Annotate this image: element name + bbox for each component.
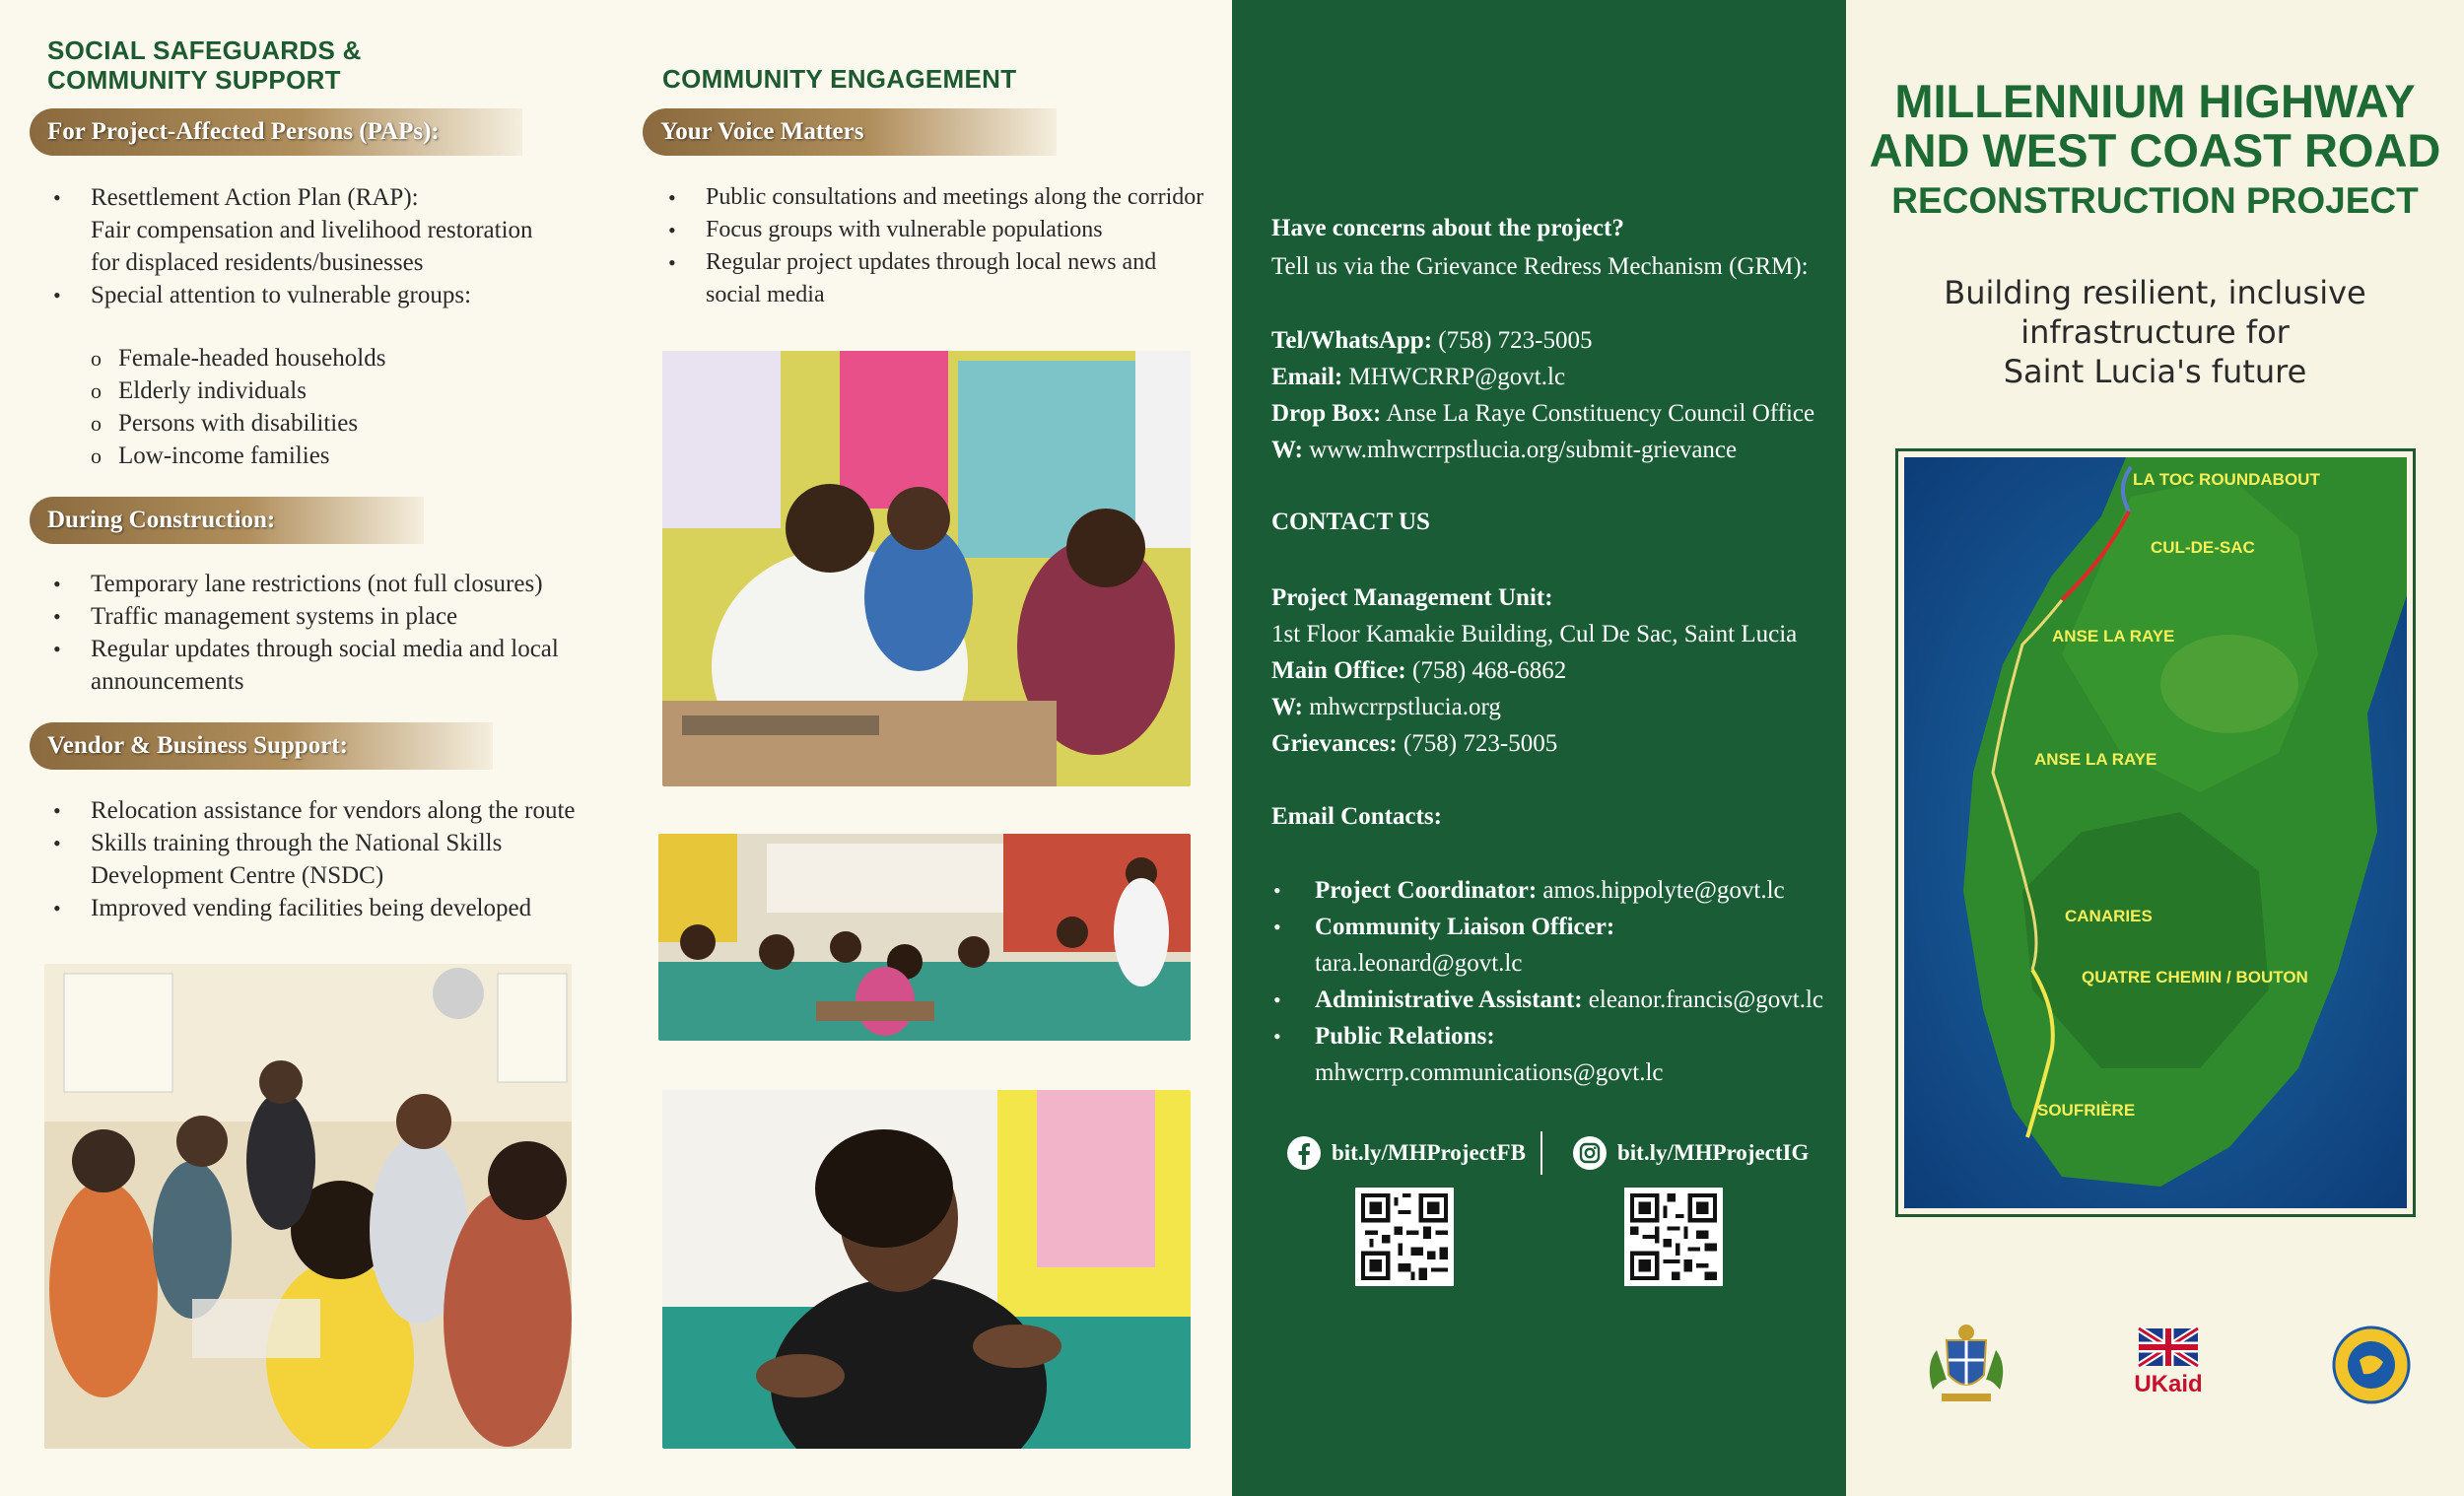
cover-panel bbox=[1846, 0, 2464, 1496]
community-circle-photo bbox=[44, 964, 572, 1449]
list-item-text: Special attention to vulnerable groups: bbox=[91, 282, 472, 308]
grievances-phone[interactable]: (758) 723-5005 bbox=[1403, 730, 1558, 757]
list-item: • Improved vending facilities being developed bbox=[47, 892, 609, 924]
email-line bbox=[1271, 359, 1565, 395]
consultation-meeting-photo bbox=[662, 351, 1191, 786]
map-label-canaries: CANARIES bbox=[2065, 907, 2153, 925]
pmu-address: 1st Floor Kamakie Building, Cul De Sac, Saint Lucia bbox=[1271, 621, 1798, 647]
title-line: COMMUNITY SUPPORT bbox=[47, 65, 341, 95]
dropbox-value: Anse La Raye Constituency Council Office bbox=[1386, 400, 1815, 427]
title-line: AND WEST COAST ROAD bbox=[1869, 124, 2441, 176]
caribbean-development-bank-logo bbox=[2322, 1321, 2421, 1409]
list-item: • Regular updates through social media and local bbox=[47, 633, 609, 665]
map-label-anse-la-raye-1: ANSE LA RAYE bbox=[2052, 627, 2175, 646]
list-item: o Persons with disabilities bbox=[91, 407, 385, 440]
office-phone[interactable]: (758) 468-6862 bbox=[1412, 657, 1567, 684]
list-item: • Relocation assistance for vendors along the route bbox=[47, 794, 609, 827]
instagram-link[interactable] bbox=[1572, 1135, 1809, 1171]
saint-lucia-coat-of-arms-icon bbox=[1917, 1321, 2016, 1409]
facebook-url: bit.ly/MHProjectFB bbox=[1332, 1140, 1526, 1165]
pmu-label: Project Management Unit: bbox=[1271, 584, 1553, 611]
grievance-web-line bbox=[1271, 432, 1737, 468]
vendor-list bbox=[47, 794, 609, 924]
list-item: o Female-headed households bbox=[91, 342, 385, 374]
tagline bbox=[1846, 273, 2464, 391]
tagline-line: infrastructure for bbox=[2020, 313, 2290, 351]
grievances-label: Grievances: bbox=[1271, 730, 1398, 757]
admin-label: Administrative Assistant: bbox=[1315, 986, 1583, 1013]
list-item bbox=[1271, 982, 1823, 1018]
list-item-continuation: social media bbox=[706, 282, 825, 307]
social-safeguards-title bbox=[47, 35, 362, 95]
list-item: • Temporary lane restrictions (not full closures) bbox=[47, 568, 609, 600]
list-item bbox=[47, 181, 599, 214]
pr-email[interactable]: mhwcrrp.communications@govt.lc bbox=[1315, 1059, 1664, 1086]
web-label: W: bbox=[1271, 437, 1303, 463]
contact-panel bbox=[1232, 0, 1846, 1496]
map-label-anse-la-raye-2: ANSE LA RAYE bbox=[2034, 750, 2157, 769]
vulnerable-groups-list bbox=[91, 342, 385, 472]
paps-list bbox=[47, 181, 599, 311]
speaker-photo bbox=[662, 1090, 1191, 1449]
liaison-email[interactable]: tara.leonard@govt.lc bbox=[1315, 950, 1523, 977]
pmu-label-line bbox=[1271, 579, 1553, 616]
grievances-line bbox=[1271, 725, 1557, 762]
route-map bbox=[1895, 448, 2416, 1217]
tel-line bbox=[1271, 322, 1593, 359]
list-item: o Elderly individuals bbox=[91, 374, 385, 407]
construction-ribbon: During Construction: bbox=[30, 497, 424, 544]
instagram-url: bit.ly/MHProjectIG bbox=[1617, 1140, 1810, 1165]
map-label-soufriere: SOUFRIÈRE bbox=[2037, 1101, 2136, 1120]
list-item-text: Fair compensation and livelihood restoration bbox=[91, 217, 533, 243]
list-item bbox=[1271, 872, 1823, 909]
coordinator-label: Project Coordinator: bbox=[1315, 877, 1538, 904]
instagram-qr-code[interactable] bbox=[1624, 1188, 1723, 1286]
list-item bbox=[1271, 1018, 1823, 1054]
instagram-icon bbox=[1572, 1135, 1608, 1171]
divider bbox=[1540, 1131, 1542, 1175]
list-item-continuation bbox=[47, 214, 599, 246]
grievance-web-link[interactable]: www.mhwcrrpstlucia.org/submit-grievance bbox=[1309, 437, 1738, 463]
email-label: Email: bbox=[1271, 364, 1343, 390]
list-item-text: Resettlement Action Plan (RAP): bbox=[91, 184, 419, 211]
map-label-quatre-chemin: QUATRE CHEMIN / BOUTON bbox=[2082, 968, 2308, 986]
list-item-text: for displaced residents/businesses bbox=[91, 249, 424, 276]
classroom-meeting-photo bbox=[658, 834, 1191, 1041]
tagline-line: Building resilient, inclusive bbox=[1944, 274, 2366, 311]
email-contacts-heading: Email Contacts: bbox=[1271, 803, 1442, 830]
dropbox-line bbox=[1271, 395, 1814, 432]
list-item: • Traffic management systems in place bbox=[47, 600, 609, 633]
list-item-continuation: Development Centre (NSDC) bbox=[91, 862, 384, 889]
title-line: SOCIAL SAFEGUARDS & bbox=[47, 35, 362, 65]
vendor-ribbon: Vendor & Business Support: bbox=[30, 722, 493, 770]
web2-label: W: bbox=[1271, 694, 1303, 720]
contact-us-heading: CONTACT US bbox=[1271, 509, 1430, 535]
list-item-continuation: announcements bbox=[91, 668, 244, 695]
concerns-heading: Have concerns about the project? bbox=[1271, 215, 1624, 241]
project-title bbox=[1846, 77, 2464, 175]
list-item: • Focus groups with vulnerable populations bbox=[662, 214, 1224, 246]
map-label-la-toc: LA TOC ROUNDABOUT bbox=[2133, 470, 2320, 489]
tagline-line: Saint Lucia's future bbox=[2003, 353, 2307, 390]
office-label: Main Office: bbox=[1271, 657, 1406, 684]
social-safeguards-panel bbox=[0, 0, 616, 1496]
list-item: • Public consultations and meetings along the corridor bbox=[662, 181, 1224, 214]
pr-label: Public Relations: bbox=[1315, 1023, 1495, 1050]
project-subtitle: RECONSTRUCTION PROJECT bbox=[1891, 180, 2419, 221]
ukaid-logo bbox=[2119, 1321, 2218, 1409]
ukaid-text: UKaid bbox=[2134, 1371, 2203, 1397]
title-line: MILLENNIUM HIGHWAY bbox=[1894, 75, 2416, 127]
email-contacts-list bbox=[1271, 872, 1823, 1091]
main-office-line bbox=[1271, 652, 1566, 689]
liaison-label: Community Liaison Officer: bbox=[1315, 914, 1615, 940]
dropbox-label: Drop Box: bbox=[1271, 400, 1382, 427]
construction-list bbox=[47, 568, 609, 698]
email-link[interactable]: MHWCRRP@govt.lc bbox=[1348, 364, 1566, 390]
list-item: • Regular project updates through local news and bbox=[662, 246, 1224, 279]
tel-value[interactable]: (758) 723-5005 bbox=[1438, 327, 1593, 354]
map-label-cul-de-sac: CUL-DE-SAC bbox=[2151, 538, 2255, 557]
list-item-continuation bbox=[47, 246, 599, 279]
coordinator-email[interactable]: amos.hippolyte@govt.lc bbox=[1542, 877, 1785, 904]
community-engagement-title: COMMUNITY ENGAGEMENT bbox=[662, 64, 1017, 94]
list-item bbox=[47, 279, 599, 311]
facebook-qr-code[interactable] bbox=[1355, 1188, 1454, 1286]
list-item: o Low-income families bbox=[91, 440, 385, 472]
list-item bbox=[1271, 909, 1823, 945]
facebook-link[interactable] bbox=[1286, 1135, 1526, 1171]
list-item: • Skills training through the National Skills bbox=[47, 827, 609, 859]
list-item-continuation bbox=[1271, 1054, 1823, 1091]
paps-ribbon: For Project-Affected Persons (PAPs): bbox=[30, 108, 522, 156]
engagement-list bbox=[662, 181, 1224, 311]
tel-label: Tel/WhatsApp: bbox=[1271, 327, 1433, 354]
website-link[interactable]: mhwcrrpstlucia.org bbox=[1309, 694, 1501, 720]
facebook-icon bbox=[1286, 1135, 1322, 1171]
concerns-text: Tell us via the Grievance Redress Mechanism (GRM): bbox=[1271, 253, 1809, 280]
admin-email[interactable]: eleanor.francis@govt.lc bbox=[1588, 986, 1824, 1013]
community-engagement-panel bbox=[616, 0, 1232, 1496]
your-voice-ribbon: Your Voice Matters bbox=[643, 108, 1057, 156]
list-item-continuation bbox=[1271, 945, 1823, 982]
website-line bbox=[1271, 689, 1501, 725]
